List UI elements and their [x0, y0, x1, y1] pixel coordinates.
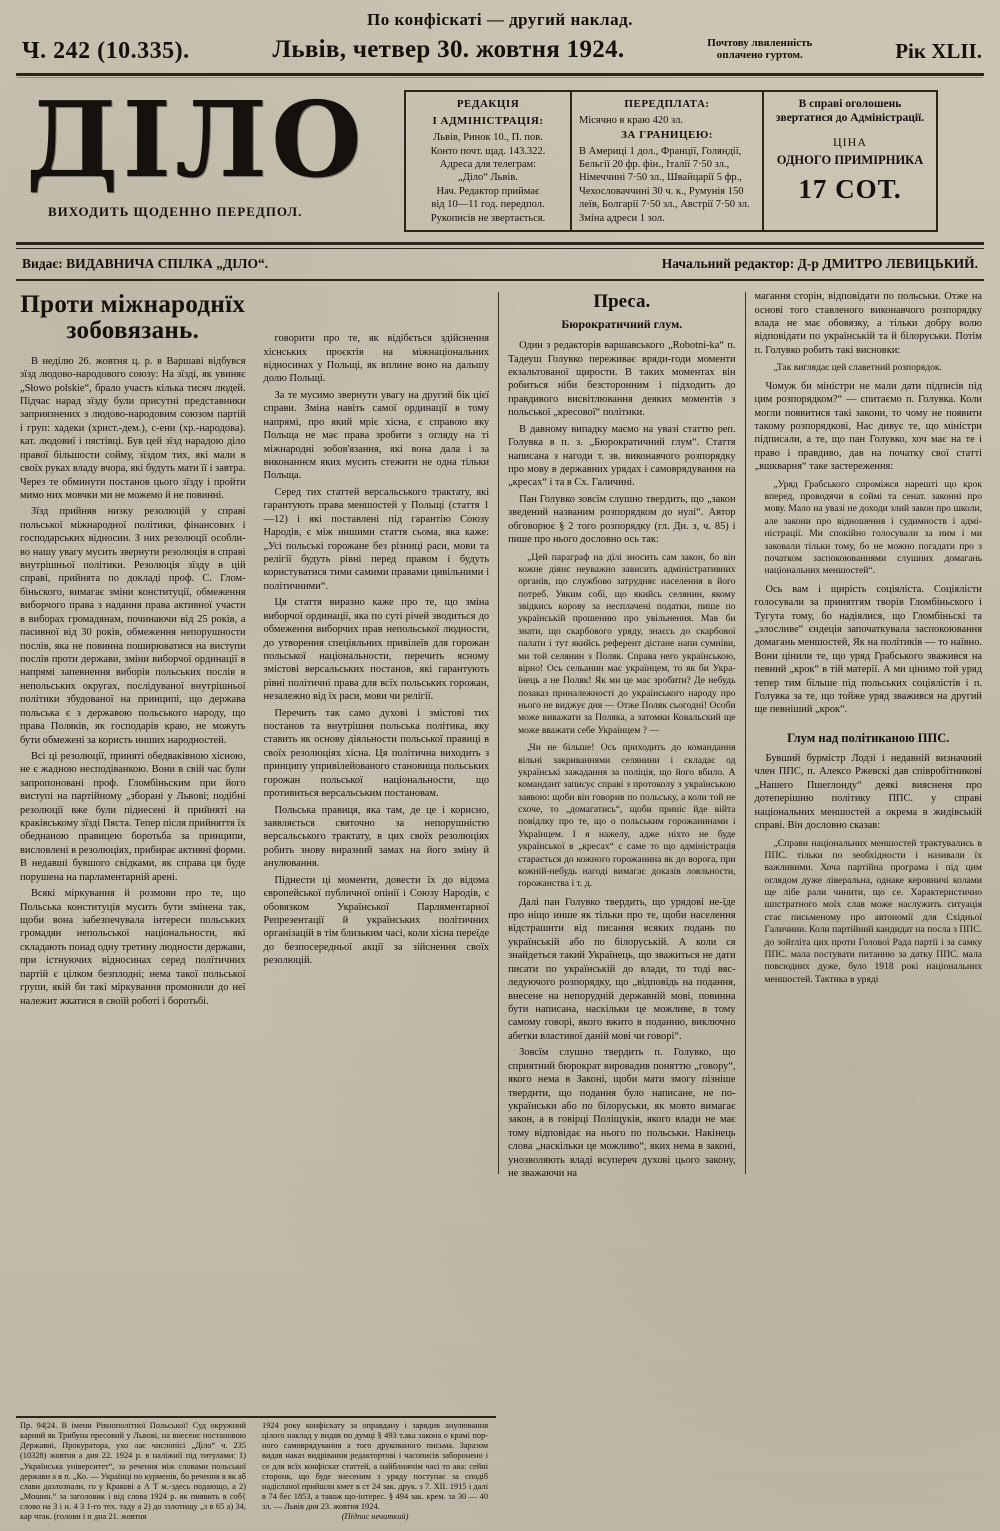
- publisher-line: Видає: ВИДАВНИЧА СПІЛКА „ДІЛО“.: [22, 256, 269, 272]
- court-notice-text: 1924 року конфіскату за оправдану і зарядив анулювання цілого наклад у видав по думці § 493 т.ака закона о крамі порного самоврядування а того друкованого письма. Заразом видав наказ видрівання редактортові і часописів заборонено і се для всїх конфіскат статтей, а найближчім часі то ава: сейні сторонк, що буде знесеним з уряду поступає за сподіб надісланої прийшли кмет в ст 24 зак. друк. з 7. XII. 1915 і далі в 74 бес 1853, а також що-інтерес. § 494 зак. крем. за 30 — 40 зл. — Львів дня 23. жовтня 1924.: [262, 1421, 489, 1511]
- lead-continuation-paragraph: Піднести ці моменти, довести їх до відома європейської публичної опінії і Союзу Народів, є обовязком Української Парляментарної Репрезентації й українських політичних організацій в тім близьким часі, коли хісна переїде до безпосередньої акції за зійснення своїх резолюцій.: [263, 874, 490, 967]
- press-quote-3: „Так виглядає цей славетний розпорядок.: [773, 362, 942, 374]
- postage-note-line1: Почтову лвяленність: [707, 36, 813, 49]
- subscription-abroad-rates: В Америці 1 дол., Франції, Голяндії, Бельгії 20 фр. фін., Італії 7·50 зл., Німеччині 7·50 зл., Швайцарії 5 фр., Чехословаччині 30 ч. к., Румунія 150 леїв, Болгарії 7·50 зл., Австрії 7·50 зл. Зміна адреси 1 зол.: [579, 145, 750, 224]
- lead-continuation-paragraph: Серед тих статтей версальського трактату, які гарантують права меншостей у Польщі (стаття 1—12) і які поставлені під гарантію Союзу Народів, є між иншими стаття сьома, яка каже: „Усі польські горожане без різниці раси, мови та релігії будуть рівні перед правом і будуть користуватися тими самими правами цивільними і політичними“.: [263, 486, 490, 592]
- subscription-domestic: Місячно в краю 420 зл.: [579, 115, 683, 127]
- lead-continuation-paragraph: говорити про те, як відібється здійснення хіснських проєктів на міжнаціональних відносинах у Польщі, як вплине воно на дальшу долю Польщі.: [263, 333, 490, 385]
- editor-hours-label: Нач. Редактор приймає: [436, 185, 540, 197]
- subscription-box: [570, 90, 764, 232]
- masthead-info-boxes: [406, 90, 938, 232]
- court-notice-part-2: [254, 1416, 496, 1525]
- editor-hours: від 10—11 год. передпол.: [431, 199, 545, 211]
- editorial-box-title-1: РЕДАКЦІЯ: [456, 98, 520, 110]
- press-paragraph: Один з редакторів варшавського „Robotni-ka“ п. Тадеуш Голувко переживає вряди-годи моменти екзальтованої щирости. В таких моментах він робиться ніби безсторонним і підходить до правдивого висвітлювання деяких моментів з польської „кресової“ політики.: [508, 340, 736, 419]
- press-paragraph: Зовсїм слушно твердить п. Голувко, що сприятний бюрократ вировадив поняттю „говору“, якого нема в Законі, щоби мати змогу пізніше твердити, що подання було написане, не по-українськи або по білоруськи, як мовто вимагає закон, а в говірці Поліщуків, якого влади не має тому відповідає на нього по польськи. Накінець слова „наскільки це можливо“, яких нема в законі, унозволяють владі всупереч духові цього закону, не зважаючи на: [508, 1047, 736, 1180]
- masthead-head-row: [0, 30, 1000, 65]
- telegram-label: Адреса для телеграм:: [439, 159, 537, 171]
- press-paragraph: Пан Голувко зовсїм слушно твердить, що „закон зведений названим розпорядком до нулі“. Автор обговорює § 2 того розпорядку (гл. Дн. з, ч. 85) і пише про нього дословно ось так:: [508, 493, 736, 546]
- court-notice-part-1: Пр. 94|24. В імени Рівнополітної Польської! Суд окружний карний як Трибуна пресовий у Львові, на внесенє постановою Державні, Прокуратора, ухо лає числопісі „Діло“ ч. 235 (10328) жовтня а дня 22. 1924 р. в наліжнії під титулами: 1) „Українська університет“, за речення між словами польської держави а в п. „Ко. — Українці по курменів, бо речення в як аб слави дазлознали, го у Кракові а А Т м.-здесь подающо, а 2) „Мошин.“ за заголовик і від слова 1924 р. як пиявить в соб{ слово на 3 і н. 4 3 1-го тех. таду а 2) до ззлотищу „з в 65 а) 34, кар чтак. (голови і п дна 21. жовтня: [16, 1416, 254, 1525]
- manuscripts-note: Рукописів не звертається.: [430, 212, 546, 224]
- footer-spacer-3: [496, 1416, 740, 1525]
- top-confiscation-note: По конфіскаті — другий наклад.: [367, 10, 633, 29]
- press-paragraph: Далі пан Голувко твердить, що урядові не-їде про ніщо инше як тільки про те, щоби населення відстрашити від писання всяких подань по українській або по білоруській. А коли ся знайдеться такий Українець, що зважиться не дати писати по українській до влади, то тоді вяследуючого розпорядку, що „відповідь на подання, внесене на непорудній державній мові, повинна бути написана, наскільки це можливе, в тому самому говорі, якого вжито в поданню, виключно абетки властивої даній мові чи говорі“.: [508, 896, 736, 1042]
- press-quote-4: „Уряд Грабського спроміжся нарешті що крок вперед, проводячи в соймі та сенат. законні про мову. Мало на увазі не доходи злий закон про школи, але закони про відношення і судимноств і адміністрації. Ми спокійно голосували за ним і ми заковали тільки тому, бо не можно погадати про з початком заспокоюваннями слушних домагань національних меншостей“.: [764, 478, 982, 577]
- price-label: ЦІНА: [833, 134, 867, 149]
- logo-block: [26, 78, 406, 220]
- pps-section-subtitle: Глум над політиканою ППС.: [787, 730, 950, 745]
- court-notice-signature: (Підпис нечиткий): [341, 1511, 409, 1521]
- column-1: [16, 290, 255, 1183]
- lead-paragraph: В неділю 26. жовтня ц. р. в Варшаві відбувся зїзд людово-народового союзу: На зїзді, як увиняє „Słowo polskie“, брало участь кілька тисяч людей. Підчас нарад зїзду були присутні представники заприязнених з людово-народовим союзом партій і груп: хадеки (христ.-дем.), с-ени (хр.-народова). кат. людовиї і пястівці. Був цей зїзд нарадою діло правої більшости сойму, зїздом тих, які мали в своїх руках владу вчора, які будуть мати її і завтра. Через те обминути постанов цього зїзду і пройти мимо них мовчки ми не можемо й не повинні.: [20, 355, 246, 501]
- press-continuation-paragraph: Чомуж би міністри не мали дати підписів під цим розпорядком?“ — спитаємо п. Голувка. Коли могли появитися такі закони, то чому не появити такому розпорядкові, Нас дивує те, що міністри підписали, а те, що пан Голувко, хоч має на те і право і правдиво, дав на початку свої статті „вшкварня“ таке застереження:: [754, 380, 982, 473]
- telegram-address: „Діло“ Львів.: [458, 172, 518, 184]
- article-columns: [0, 281, 1000, 1183]
- pps-quote: „Справи національних меншостей трактувались в ППС. тільки по зеобхідности і називали їх важливими. Хоча партійна програма і під цим оглядом дуже ліверальна, однаке керовничі колами ще лібе рали чинити, що се. Характеристично шпстратного моїх слав може наслужить ситуація стає письменому про автономії для Східньої Галичини. Коли партійний кандидат на посла з ППС. до зойгліта цих проти Голової Рада партії і за самку ППС. мала постувати питанню за датку ППС. мала повсюдних дуже, було 1918 рокі національних меншостей. Тактика в уряді: [764, 837, 982, 985]
- lead-continuation-paragraph: Польська правиця, яка там, де це і корисно, заявляється святочно за непорушністю версальського трактату, в цих своїх резолюціях робить знову виразний замах на його зміну й анулювання.: [263, 804, 490, 870]
- lead-paragraph: Всі ці резолюції, приняті обедваківною хісною, не є жадною несподіванкою. Вони в свій час були запропоновані проф. Гломбіньским при його виступі на партійному „зборані у Львові; подібні резолюції вже були піднесені й прийняті на краківському зїзді Пяста. Тепер після прийняття їх обеднаною правицею боротьба за принципи, висловлені в резолюціях, прибирає активні форми. В недавші бувшого свідками, як справа ця буде порушена на парламентарній арені.: [20, 750, 246, 883]
- column-4: [746, 290, 984, 1183]
- footer-spacer-4: [740, 1416, 984, 1525]
- press-section-subtitle: Бюрократичний глум.: [561, 316, 683, 331]
- masthead-lower-divider: [16, 242, 984, 249]
- lead-article-title: Проти міжнароднїх зобовязань.: [20, 291, 246, 345]
- masthead-logo-band: [0, 76, 1000, 232]
- single-copy-price: 17 СОТ.: [798, 174, 902, 205]
- subscription-box-title: ПЕРЕДПЛАТА:: [624, 98, 710, 110]
- press-continuation-paragraph: магання сторін, відповідати по польськи. Отже на основі того ставленого виконавчого розпорядку влада не має обовязку, а тільки добру волю відповідати по українській та й білоруськи. Потім п. Голувко робить такі висновки:: [754, 291, 982, 356]
- lead-continuation-paragraph: Перечить так само духові і змістові тих постанов та внутрішня польська політика, яку ставить як основу діяльности польської правиці в своїх резолюціях хісна. Ця політична виходить з принципу упривілейованого становища польських горожан польської національности, що противиться версальським постановам.: [263, 707, 490, 800]
- editorial-address: Львів, Ринок 10., П. пов.: [433, 132, 543, 144]
- imprint-row: [0, 249, 1000, 279]
- column-2: [255, 290, 499, 1183]
- lead-continuation-paragraph: Ця стаття виразно каже про те, що зміна виборчої ординації, яка по суті річей зводиться до обмеження виборчих прав непольської людности, до утворення спеціяльних привілеїв для горожан польської національности, перечить ясному змістові версальських постанов, які гарантують рівні політичні права для всїх польських горожан, незалежно від їх раси, мови чи релігії.: [263, 597, 490, 703]
- lead-continuation-paragraph: За те мусимо звернути увагу на другий бік цієї справи. Зміна навіть самої ординації в тому напрямі, про який мріє хісна, є справою яку Польща не має права зробити з огляду на ті міжнародні зобов'язання, які вона дала і за виконаннєм яких мусить стежити не одна тільки Польща.: [263, 389, 490, 482]
- postal-account: Конто почт. щад. 143.322.: [430, 145, 546, 157]
- chief-editor-line: Начальний редактор: Д-р ДМИТРО ЛЕВИЦЬКИЙ.: [661, 256, 978, 272]
- press-quote-1: „Цей параграф на дїлі зносить сам закон, бо він кожне діянє неуважно зависить адміністративних органів, що службово затрудняє населення в його потреб. Уяким собі, що якийсь селянин, якому звідкись корову за несплачені податки, пише по українській прошению про увільнення. Мав би знати, що скарбового уряду, знаєсь до скарбової палати і тут якийсь референт дістане напи сумніви, ми той селянин з Поляк. Справа него українською, вірно! Ось сельанин має українцем, то як би Українець а не Поляк! Як ми це має зробити? Де небудь позаказ приналежності до українського народу про нього не виджує дня — Отже Поляк сьогодні! Особи може виважати за Поляка, а затомки Ковальский ще може вважати себе Українцем ? —: [518, 551, 736, 736]
- lead-paragraph: Зїзд прийняв низку резолюцій у справі польської міжнародної політики, фінансових і господарських відносин. З них резолюції особливо нашу увагу мусить звернути резолюція в справі внутрішньої політики. Резолюція зїзду в цій справі, прийнята по докладі проф. С. Гломбіньского, вимагає зміни конституції, обмеження виборчого права з надання права активної участи в виборах громадянам, починаючи від 25 років, а пасивної від 30 років, обмеження непорушности послів, яка не повинна поширюватися на виступи послів проти держави, зміни виборчої ординації в напрямі запевнення виборів польських послів в непольських округах, послідуваної внутрішньої політики збудованої на принципі, що держава польська є з державою польського народу, що права Поляків, як господарів краю, не можуть бути обмежені за користь инших народностей.: [20, 506, 246, 746]
- advertising-note: В справі оголошень звертатися до Адміністрації.: [775, 98, 925, 125]
- year-of-publication: Рік XLII.: [895, 39, 982, 63]
- issue-number: Ч. 242 (10.335).: [22, 38, 190, 64]
- press-paragraph: В давному випадку маємо на увазі статтю реп. Голувка в п. з. „Бюрократичний глум“. Стаття написана з нагоди т. зв. виконавчого розпорядку про мову в державних урядах і самоврядування на „кресах“ і та в Сх. Галичині.: [508, 423, 736, 489]
- press-quote-2: „Чи не більше! Ось приходить до командання вільні закриваннями селянини і складає од українські зажадання за поліція, що його вбило. А командант записує справі з протоколу з українською заявою: щоби він говорив по польську, а коли той не схоче, то „домагатись“, щоби приніс йде війта повідлку про те, що о польським горожанинами і Українцем. І я нажелу, адже ніхто не буде української в „кресах“ с саме то що адміністрація старається до кожного горожанина як до ворога, при кожній-небудь нагоді вимагає доказів лояльности, горожанства і т. д.: [518, 742, 736, 890]
- publication-frequency: ВИХОДИТЬ ЩОДЕННО ПЕРЕДПОЛ.: [48, 203, 303, 219]
- column-3: [499, 290, 744, 1183]
- single-copy-label: ОДНОГО ПРИМІРНИКА: [776, 153, 924, 168]
- newspaper-title-logo: ДІЛО: [26, 78, 366, 201]
- lead-paragraph: Всякі міркування й розмови про те, що Польська конституція мусить бути змінена так, щоби вона забезпечувала інтереси польських громадян непольської національности, які складають понад одну третину людности держави, при істнуючих відносинах серед полїтичних партій є цілком безплодні; нема такої польської групи, якій би такі міркування промовили до неї належит жкатися в своїй роботі і боротьбі.: [20, 888, 246, 1007]
- pps-paragraph: Бувший бурмістр Лодзі і недавній визначний член ППС, п. Алексо Ржевскі дав співробітникові „Нашего Пшеглонду“ деякі виясненя про дотеперішню політику ППС. у справі національних меншостей а окрема в жидівській справі. Він дословно сказав:: [754, 753, 982, 832]
- advertising-and-price-box: [762, 90, 938, 232]
- press-section-title: Преса.: [593, 291, 651, 313]
- editorial-office-box: [404, 90, 572, 232]
- postage-note: [707, 37, 812, 65]
- postage-note-line2: оплачено гуртом.: [716, 49, 803, 62]
- place-and-date: Львів, четвер 30. жовтня 1924.: [272, 36, 625, 63]
- editorial-box-title-2: І АДМІНІСТРАЦІЯ:: [432, 115, 544, 128]
- press-continuation-paragraph: Ось вам і щирість соціяліста. Соціялісти голосували за принятгям творів Гломбіньского і Тугута тому, бо надіялися, що Гломбіньскі та „злосливе“ єндеція започаткувала заспокоювання домагань меншостей, Як на політиків — то наївно. Вони цінили те, що уряд Грабського зважився на певний „крок“ в тій матерії. А ми цінимо той уряд тепер тим більше під польських соціялістів і п. Голувка за те, що тойже уряд зважився на другий ще певніший „крок“.: [754, 583, 982, 716]
- footer-notices: [16, 1416, 984, 1525]
- subscription-abroad-title: ЗА ГРАНИЦЕЮ:: [621, 128, 713, 141]
